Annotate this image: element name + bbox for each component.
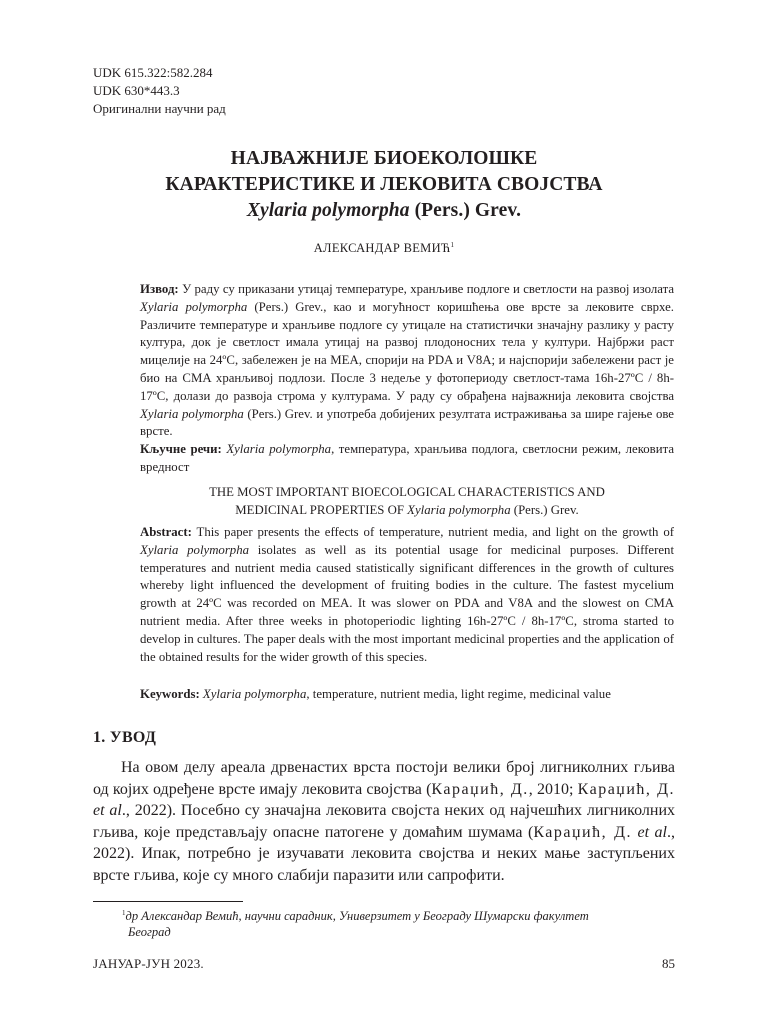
citation-3: Караџић, Д.: [533, 823, 633, 841]
section-body: [93, 757, 675, 887]
keywords-sr-text: , температура, хранљива подлога, светлосни режим, лековита вредност: [140, 442, 674, 474]
keywords-sr-label: Кључне речи:: [140, 442, 222, 456]
author-footnote: [122, 905, 678, 940]
body-text-3: ., 2022). Посебно су значајна лековита својста неких од најчешћих лигниколних гљива, које представљају опасне патогене у домаћим шумама (: [93, 802, 676, 841]
keywords-en-text: , temperature, nutrient media, light regime, medicinal value: [306, 687, 611, 701]
citation-1: Караџић, Д.: [431, 780, 529, 798]
classification-header: [93, 64, 226, 118]
footnote-line-1: [122, 905, 678, 924]
english-title-line-2: [140, 502, 674, 520]
abstract-sr-species-2: Xylaria polymorpha: [140, 406, 244, 421]
abstract-en-label: Abstract:: [140, 525, 192, 539]
footer-issue: ЈАНУАР-ЈУН 2023.: [93, 956, 204, 971]
keywords-serbian: [140, 441, 674, 477]
english-title-species: Xylaria polymorpha: [407, 502, 511, 517]
et-al-2: et al: [637, 823, 668, 841]
abstract-en-species: Xylaria polymorpha: [140, 542, 250, 557]
abstract-sr-species-1: Xylaria polymorpha: [140, 299, 248, 314]
footnote-text: др Александар Вемић, научни сарадник, Универзитет у Београду Шумарски факултет: [125, 909, 589, 923]
english-title: [140, 484, 674, 520]
et-al-1: et al: [93, 802, 122, 820]
keywords-en-label: Keywords:: [140, 687, 200, 701]
body-text-1: На овом делу ареала дрвенастих врста постоји велики број лигниколних гљива од којих одређене врсте имају лековита својства (: [93, 759, 675, 798]
abstract-english: [140, 524, 674, 666]
body-text-2: , 2010;: [528, 780, 578, 798]
author-footnote-mark: 1: [450, 241, 455, 249]
abstract-sr-text-3: (Pers.) Grev. и употреба добијених резултата истраживања за шире гајење ове врсте.: [140, 406, 674, 439]
english-title-text: MEDICINAL PROPERTIES OF: [235, 502, 408, 517]
keywords-english: [140, 686, 674, 704]
english-title-authority: (Pers.) Grev.: [510, 502, 579, 517]
abstract-sr-text-2: (Pers.) Grev., као и могућност коришћења ове врсте за лековите сврхе. Различите температуре и хранљиве подлоге су утицале на статистички значајну разлику у расту култура, док је светлост имала утицај на развој плодоносних тела у култури. Најбржи раст мицелије на 24ºC, забележен је на MEA, спорији на PDA и V8A; и најспорији забележени раст је био на CMA хранљивој подлози. После 3 недеље у фотопериоду светлост-тама 16h-27ºC / 8h-17ºC, долази до развоја строма у културама. У раду су обрађена најважнија лековита својства: [140, 299, 674, 403]
author-name: АЛЕКСАНДАР ВЕМИЋ: [313, 241, 451, 255]
section-heading: 1. УВОД: [93, 729, 157, 746]
page-number: 85: [662, 956, 675, 971]
keywords-en-species: Xylaria polymorpha: [202, 687, 307, 701]
footnote-divider: [93, 901, 243, 902]
footnote-mark: 1: [122, 909, 126, 917]
abstract-sr-label: Извод:: [140, 282, 179, 296]
udk-code-2: UDK 630*443.3: [93, 83, 180, 98]
title-line-2: КАРАКТЕРИСТИКЕ И ЛЕКОВИТА СВОЈСТВА: [165, 174, 603, 195]
author-line: [80, 241, 688, 256]
udk-code-1: UDK 615.322:582.284: [93, 65, 213, 80]
title-species: Xylaria polymorpha: [246, 200, 410, 221]
paper-title: [80, 146, 688, 224]
abstract-en-text-1: This paper presents the effects of temperature, nutrient media, and light on the growth of: [191, 525, 674, 539]
abstract-serbian: [140, 281, 674, 441]
title-line-1: НАЈВАЖНИЈЕ БИОЕКОЛОШКЕ: [230, 148, 538, 169]
paper-type: Оригинални научни рад: [93, 101, 226, 116]
title-line-3: [80, 198, 688, 224]
english-title-line-1: THE MOST IMPORTANT BIOECOLOGICAL CHARACTERISTICS AND: [209, 485, 605, 499]
body-text-4: ., 2022). Ипак, потребно је изучавати лековита својства и неких мање заступљених врсте гљива, које су много слабији паразити или сапрофити.: [93, 823, 676, 884]
keywords-sr-species: Xylaria polymorpha: [226, 442, 332, 456]
footnote-line-2: Београд: [128, 925, 171, 939]
title-authority: (Pers.) Grev.: [409, 200, 522, 221]
abstract-sr-text-1: У раду су приказани утицај температуре, хранљиве подлоге и светлости на развој изолата: [178, 282, 674, 296]
citation-2: Караџић, Д.: [577, 780, 676, 798]
abstract-en-text-2: isolates as well as its potential usage for medicinal purposes. Different temperatures and nutrient media caused statistically significant differences in the growth of cultures whereby light influenced the development of fruiting bodies in the culture. The fastest mycelium growth at 24ºC was recorded on MEA. It was slower on PDA and V8A and the slowest on CMA nutrient media. After three weeks in photoperiodic lighting 16h-27ºC / 8h-17ºC, stroma started to develop in cultures. The paper deals with the most important medicinal properties and the application of the obtained results for the wider growth of this species.: [140, 542, 674, 664]
